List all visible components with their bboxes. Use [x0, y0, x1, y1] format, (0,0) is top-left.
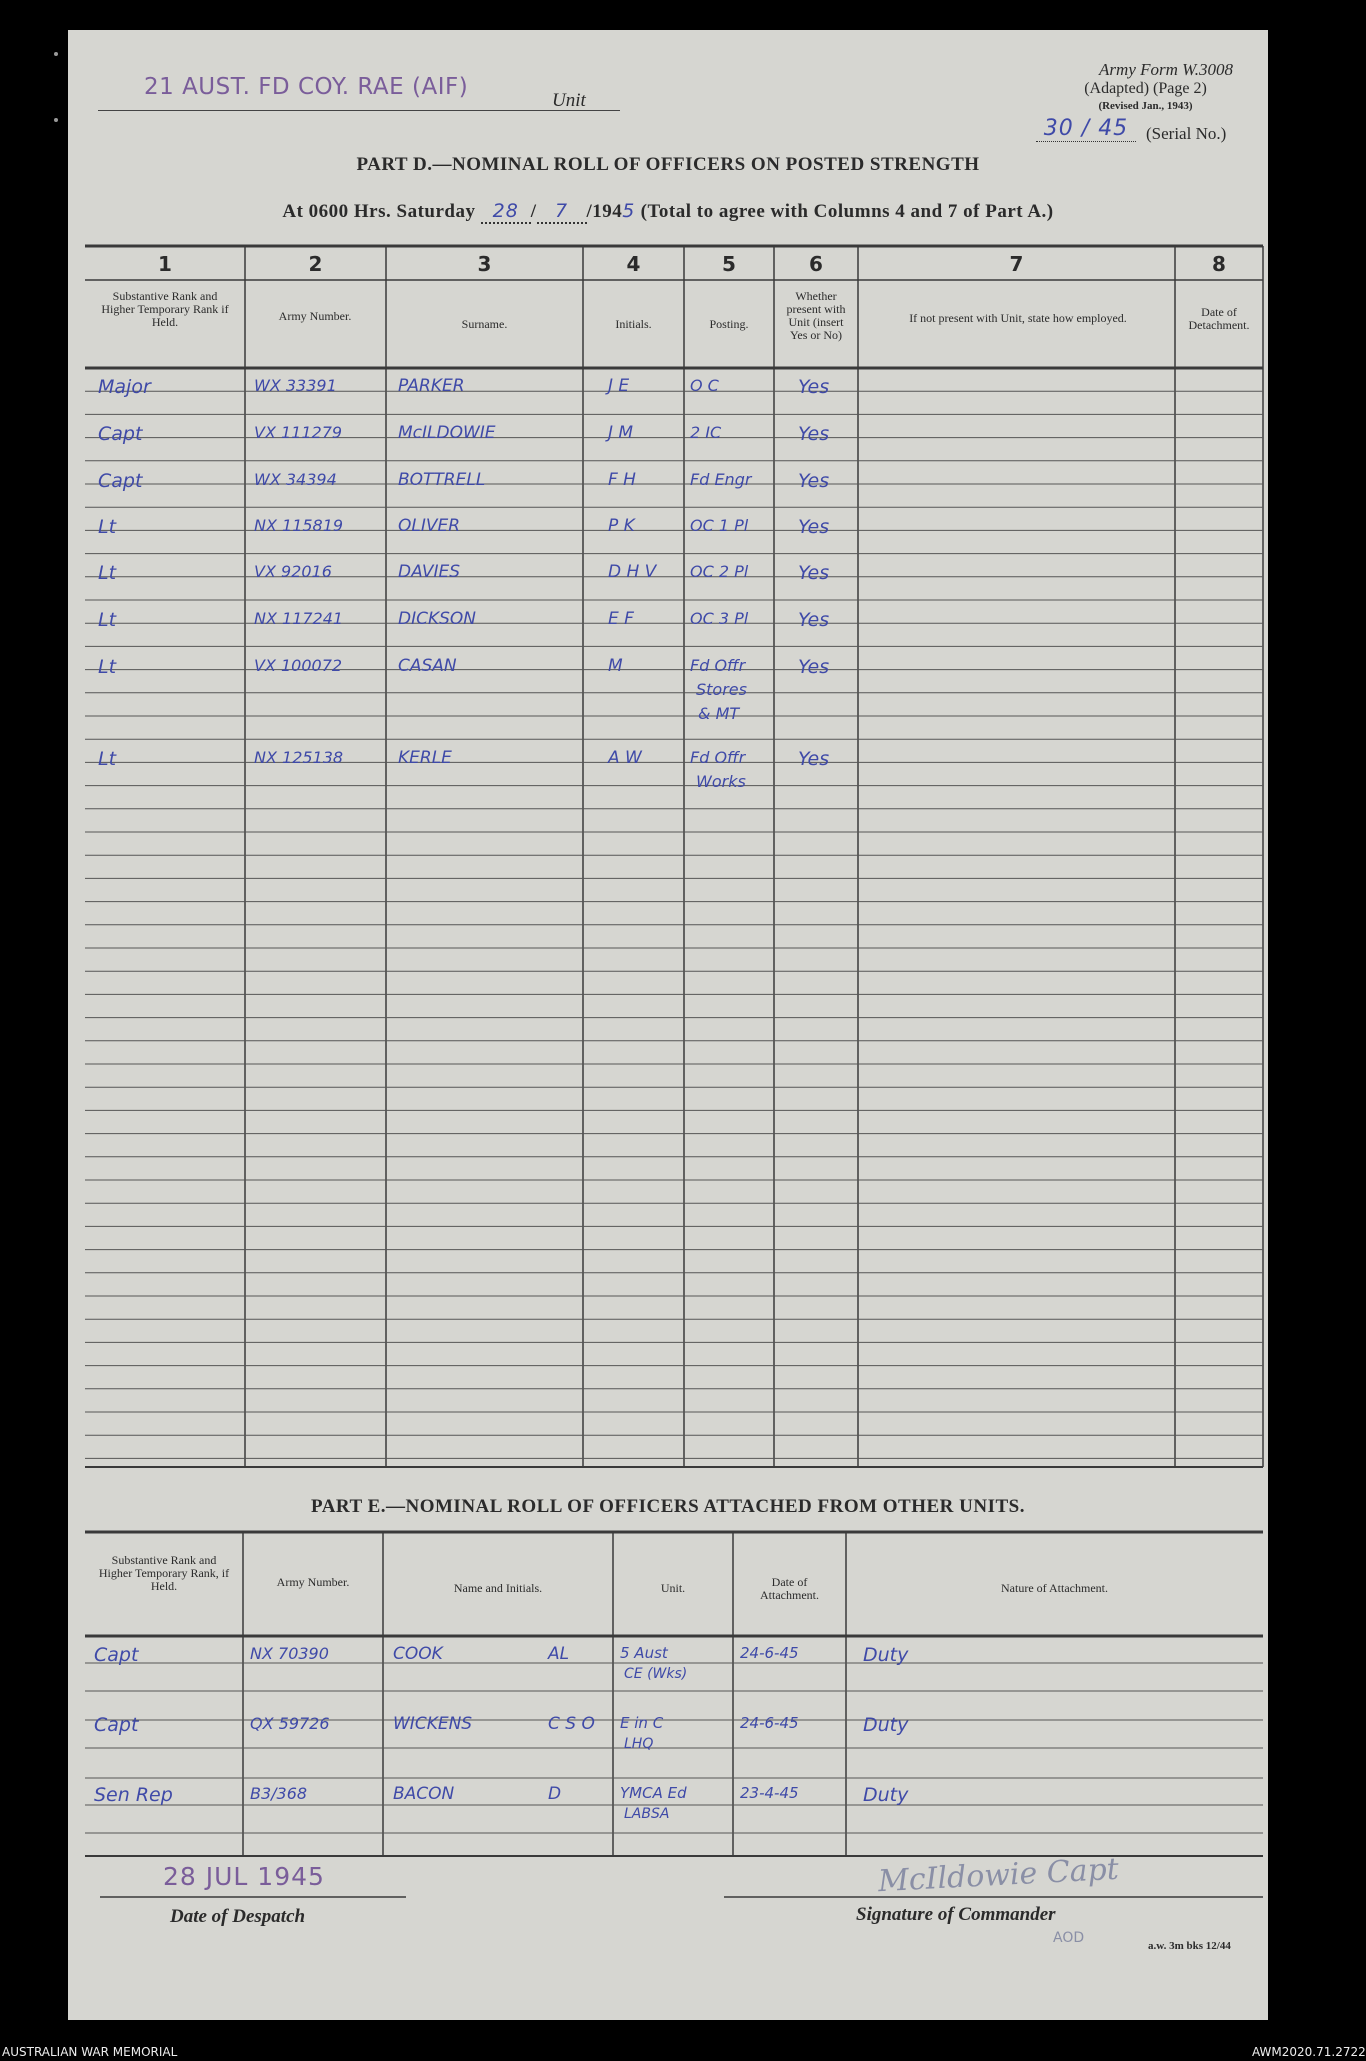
col-num-1: 1 — [158, 252, 172, 276]
punch-hole — [54, 118, 58, 122]
print-code: a.w. 3m bks 12/44 — [1148, 1940, 1231, 1952]
cell-initials: P K — [608, 516, 635, 536]
caption-left: AUSTRALIAN WAR MEMORIAL — [2, 2045, 178, 2059]
cell-surname: CASAN — [398, 656, 457, 676]
date-suffix: (Total to agree with Columns 4 and 7 of Part A.) — [640, 201, 1054, 222]
cell-present: Yes — [798, 748, 830, 770]
cell-posting: 2 IC — [690, 423, 722, 442]
cell-rank: Major — [98, 376, 151, 398]
cell-initials: D — [548, 1784, 562, 1804]
cell-rank: Lt — [98, 562, 117, 584]
col-header-rank: Substantive Rank and Higher Temporary Rank if Held. — [101, 289, 229, 329]
cell-initials: J M — [608, 423, 634, 443]
cell-rank: Capt — [94, 1644, 139, 1666]
serial-value: 30 / 45 — [1036, 116, 1136, 142]
cell-posting: OC 2 Pl — [690, 562, 749, 581]
cell-unit-cont: LHQ — [624, 1736, 654, 1752]
cell-posting: Fd Offr — [690, 748, 746, 767]
cell-present: Yes — [798, 562, 830, 584]
cell-rank: Capt — [98, 470, 143, 492]
cell-army-number: NX 117241 — [254, 609, 344, 628]
col-num-4: 4 — [626, 252, 641, 276]
cell-nature: Duty — [863, 1784, 909, 1806]
cell-initials: J E — [608, 376, 630, 396]
cell-army-number: NX 70390 — [250, 1644, 329, 1663]
cell-rank: Capt — [98, 423, 143, 445]
cell-date: 24-6-45 — [740, 1644, 799, 1662]
e-col-header-date: Date of Attachment. — [760, 1575, 819, 1602]
cell-name: COOK — [393, 1644, 443, 1664]
cell-present: Yes — [798, 609, 830, 631]
cell-present: Yes — [798, 656, 830, 678]
cell-posting-cont: Stores — [696, 680, 747, 699]
cell-posting: Fd Engr — [690, 470, 752, 489]
form-number: Army Form W.3008 — [1099, 60, 1233, 79]
cell-rank: Sen Rep — [94, 1784, 173, 1806]
cell-posting: Fd Offr — [690, 656, 746, 675]
cell-present: Yes — [798, 423, 830, 445]
unit-label: Unit — [552, 90, 586, 111]
date-prefix: At 0600 Hrs. Saturday — [282, 201, 476, 222]
part-e-title: PART E.—NOMINAL ROLL OF OFFICERS ATTACHED FROM OTHER UNITS. — [311, 1496, 1025, 1517]
despatch-stamp: 28 JUL 1945 — [163, 1862, 325, 1891]
cell-initials: E F — [608, 609, 634, 629]
col-header-initials: Initials. — [615, 317, 652, 331]
col-header-posting: Posting. — [709, 317, 749, 331]
cell-army-number: WX 34394 — [254, 470, 337, 489]
cell-present: Yes — [798, 376, 830, 398]
e-col-header-name: Name and Initials. — [453, 1581, 543, 1595]
cell-posting: OC 3 Pl — [690, 609, 749, 628]
cell-present: Yes — [798, 470, 830, 492]
signature-scrawl: McIldowie Capt — [877, 1851, 1120, 1900]
cell-army-number: WX 33391 — [254, 376, 337, 395]
cell-rank: Capt — [94, 1714, 139, 1736]
cell-army-number: QX 59726 — [250, 1714, 330, 1733]
cell-rank: Lt — [98, 516, 117, 538]
cell-unit: E in C — [620, 1714, 664, 1732]
cell-surname: KERLE — [398, 748, 452, 768]
col-header-employed: If not present with Unit, state how employed. — [909, 311, 1127, 325]
col-header-present: Whether present with Unit (insert Yes or No) — [786, 289, 846, 342]
cell-army-number: B3/368 — [250, 1784, 308, 1803]
unit-value: 21 AUST. FD COY. RAE (AIF) — [144, 74, 469, 100]
cell-army-number: NX 115819 — [254, 516, 344, 535]
date-day: 28 — [481, 200, 531, 224]
cell-surname: OLIVER — [398, 516, 461, 536]
col-num-2: 2 — [308, 252, 323, 276]
cell-nature: Duty — [863, 1714, 909, 1736]
serial-label: (Serial No.) — [1146, 124, 1227, 143]
year-prefix: 194 — [592, 201, 623, 222]
cell-present: Yes — [798, 516, 830, 538]
despatch-label: Date of Despatch — [170, 1906, 306, 1927]
col-num-7: 7 — [1009, 252, 1024, 276]
cell-date: 24-6-45 — [740, 1714, 799, 1732]
col-header-detachment: Date of Detachment. — [1188, 305, 1250, 332]
col-num-6: 6 — [809, 252, 823, 276]
e-col-header-rank: Substantive Rank and Higher Temporary Rank, if Held. — [98, 1553, 230, 1593]
form-sheet — [68, 30, 1268, 2020]
cell-army-number: VX 100072 — [254, 656, 343, 675]
cell-rank: Lt — [98, 748, 117, 770]
col-header-surname: Surname. — [461, 317, 508, 331]
form-revised: (Revised Jan., 1943) — [1098, 100, 1193, 112]
cell-rank: Lt — [98, 609, 117, 631]
cell-surname: McILDOWIE — [398, 423, 496, 443]
cell-surname: BOTTRELL — [398, 470, 486, 490]
cell-surname: PARKER — [398, 376, 465, 396]
year-digit: 5 — [622, 200, 636, 222]
signature-sub: AOD — [1053, 1930, 1085, 1946]
cell-initials: D H V — [608, 562, 657, 582]
cell-posting-cont: Works — [696, 772, 746, 791]
cell-initials: AL — [548, 1644, 570, 1664]
cell-rank: Lt — [98, 656, 117, 678]
cell-posting: OC 1 Pl — [690, 516, 749, 535]
col-num-8: 8 — [1212, 252, 1226, 276]
form-adapted: (Adapted) (Page 2) — [1084, 80, 1207, 97]
punch-hole — [54, 52, 58, 56]
e-col-header-unit: Unit. — [660, 1581, 686, 1595]
signature-label: Signature of Commander — [856, 1904, 1056, 1925]
cell-initials: M — [608, 656, 623, 676]
cell-unit-cont: CE (Wks) — [624, 1666, 688, 1682]
cell-army-number: NX 125138 — [254, 748, 344, 767]
cell-unit-cont: LABSA — [624, 1806, 670, 1822]
col-num-5: 5 — [722, 252, 736, 276]
cell-surname: DAVIES — [398, 562, 461, 582]
col-num-3: 3 — [477, 252, 492, 276]
part-d-title: PART D.—NOMINAL ROLL OF OFFICERS ON POSTED STRENGTH — [356, 154, 980, 175]
col-header-army-number: Army Number. — [278, 309, 352, 323]
date-month: 7 — [537, 200, 587, 224]
cell-army-number: VX 111279 — [254, 423, 343, 442]
cell-unit: YMCA Ed — [620, 1784, 687, 1802]
cell-posting: O C — [690, 376, 719, 395]
cell-surname: DICKSON — [398, 609, 477, 629]
cell-date: 23-4-45 — [740, 1784, 799, 1802]
e-col-header-army-number: Army Number. — [276, 1575, 350, 1589]
cell-name: WICKENS — [393, 1714, 473, 1734]
cell-name: BACON — [393, 1784, 455, 1804]
cell-initials: F H — [608, 470, 636, 490]
cell-army-number: VX 92016 — [254, 562, 332, 581]
cell-nature: Duty — [863, 1644, 909, 1666]
cell-initials: C S O — [548, 1714, 595, 1734]
cell-posting-cont: & MT — [698, 704, 740, 723]
cell-initials: A W — [608, 748, 642, 768]
caption-right: AWM2020.71.2722 — [1252, 2045, 1366, 2059]
part-d-date-line: At 0600 Hrs. Saturday 28 / 7 /1945 (Total to agree with Columns 4 and 7 of Part A.) — [282, 200, 1054, 222]
cell-unit: 5 Aust — [620, 1644, 668, 1662]
e-col-header-nature: Nature of Attachment. — [1001, 1581, 1108, 1595]
